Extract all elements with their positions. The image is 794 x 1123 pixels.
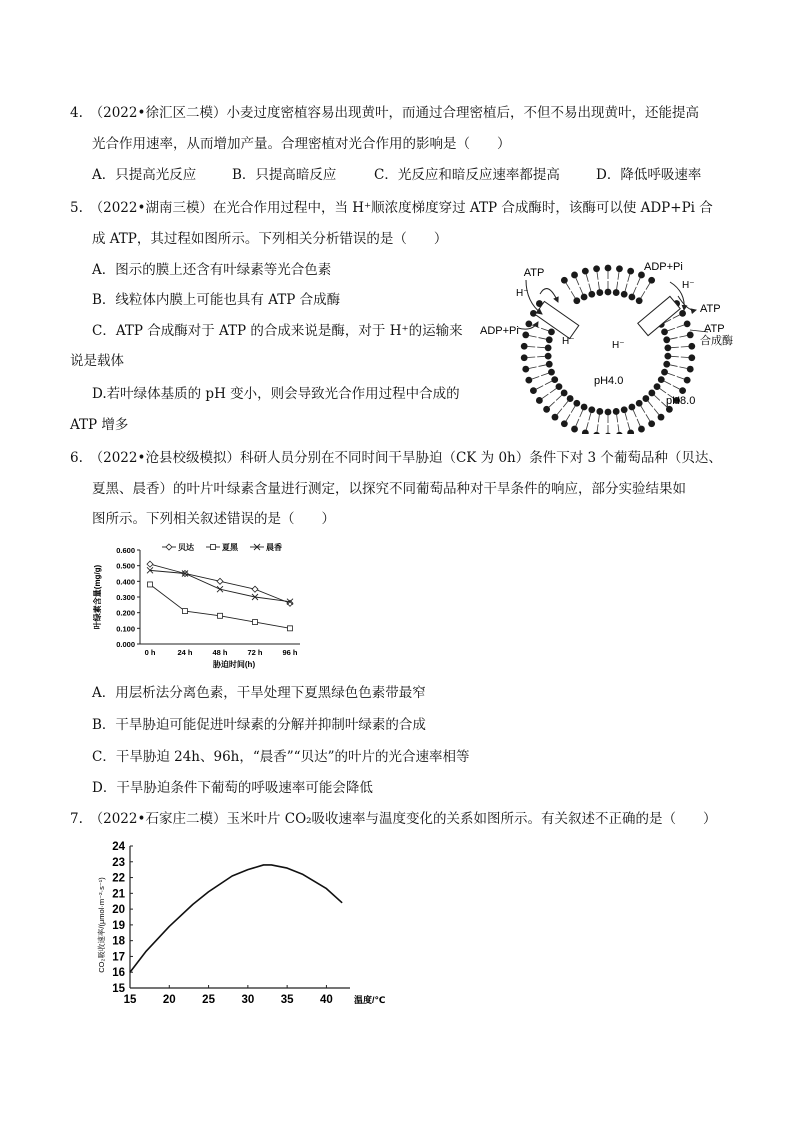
lipid-head-outer	[648, 420, 655, 427]
q4-option-a: A．只提高光反应	[92, 167, 197, 183]
q4-option-c: C．光反应和暗反应速率都提高	[374, 167, 560, 183]
q6-stem-line3: 图所示。下列相关叙述错误的是（ ）	[92, 511, 335, 527]
lipid-head-outer	[605, 265, 612, 272]
lipid-head-inner	[545, 353, 552, 360]
co2-uptake-chart	[90, 838, 390, 1016]
data-point	[147, 561, 153, 567]
lipid-head-outer	[525, 320, 532, 327]
series-line-2	[150, 570, 290, 601]
chlorophyll-chart	[88, 538, 314, 672]
lipid-tail-outer	[576, 278, 579, 285]
series-line-1	[150, 584, 290, 628]
q5-option-c-line2: 说是载体	[70, 353, 124, 369]
lipid-tail-outer	[532, 376, 540, 379]
lipid-tail-inner	[563, 401, 568, 407]
q6-option-b: B．干旱胁迫可能促进叶绿素的分解并抑制叶绿素的合成	[92, 717, 426, 733]
q6-stem-line1: 6. （2022•沧县校级模拟）科研人员分别在不同时间干旱胁迫（CK 为 0h）条件下对 3 个葡萄品种（贝达、	[70, 450, 722, 466]
lipid-tail-inner	[598, 282, 599, 290]
y-tick-label: 23	[112, 856, 125, 869]
lipid-head-inner	[546, 336, 553, 343]
lipid-head-inner	[658, 376, 665, 383]
lipid-head-outer	[687, 366, 694, 373]
lipid-tail-outer	[529, 367, 537, 369]
lipid-head-inner	[605, 289, 612, 296]
q6-option-c: C．干旱胁迫 24h、96h，“晨香”“贝达”的叶片的光合速率相等	[92, 749, 470, 765]
lipid-tail-outer	[637, 278, 640, 285]
lipid-head-outer	[679, 387, 686, 394]
lipid-tail-inner	[670, 338, 678, 340]
lipid-tail-inner	[641, 406, 645, 413]
lipid-head-inner	[596, 289, 603, 296]
data-point	[148, 582, 153, 587]
q4-stem-line2: 光合作用速率，从而增加产量。合理密植对光合作用的影响是（ ）	[92, 136, 511, 152]
label-adp-right: ADP+Pi	[644, 261, 683, 273]
lipid-head-outer	[684, 377, 691, 384]
lipid-head-outer	[582, 429, 589, 434]
lipid-tail-outer	[677, 376, 685, 379]
label-h-right: H⁻	[682, 280, 695, 291]
atp-synthase-right	[638, 282, 708, 336]
q5-option-a: A．图示的膜上还含有叶绿素等光合色素	[92, 262, 332, 278]
lipid-tail-inner	[580, 287, 583, 294]
lipid-tail-outer	[566, 283, 570, 290]
x-tick-label: 20	[162, 994, 176, 1006]
q6-option-d: D．干旱胁迫条件下葡萄的呼吸速率可能会降低	[92, 780, 373, 796]
lipid-head-inner	[636, 297, 643, 304]
lipid-tail-inner	[664, 381, 671, 385]
lipid-head-inner	[663, 361, 670, 368]
x-axis-label: 温度/℃	[354, 995, 386, 1005]
lipid-head-outer	[688, 354, 695, 361]
lipid-head-outer	[616, 265, 623, 272]
lipid-tail-outer	[637, 419, 640, 426]
lipid-tail-outer	[646, 283, 650, 290]
lipid-head-inner	[545, 345, 552, 352]
lipid-head-inner	[581, 294, 588, 301]
lipid-tail-outer	[628, 422, 630, 430]
lipid-head-outer	[525, 377, 532, 384]
lipid-tail-inner	[625, 284, 627, 292]
lipid-tail-inner	[545, 381, 552, 385]
lipid-tail-outer	[576, 419, 579, 426]
label-atp-enzyme: ATP	[704, 323, 725, 335]
q5-option-d-line2: ATP 增多	[70, 417, 129, 433]
lipid-head-inner	[588, 291, 595, 298]
y-tick-label: 17	[112, 951, 125, 964]
lipid-head-outer	[521, 343, 528, 350]
lipid-head-outer	[561, 277, 568, 284]
lipid-head-inner	[613, 408, 620, 415]
lipid-head-outer	[522, 332, 529, 339]
q5-option-d-line1: D.若叶绿体基质的 pH 变小，则会导致光合作用过程中合成的	[92, 386, 460, 402]
lipid-head-inner	[548, 329, 555, 336]
y-axis-label: CO₂吸收速率/(μmol·m⁻²·s⁻¹)	[97, 877, 106, 973]
lipid-tail-outer	[673, 386, 680, 390]
lipid-tail-inner	[625, 413, 627, 421]
lipid-tail-inner	[633, 287, 636, 294]
atp-synthase-figure	[478, 252, 748, 434]
data-point	[253, 620, 258, 625]
x-tick-label: 72 h	[247, 648, 263, 657]
x-tick-label: 40	[320, 994, 333, 1006]
x-tick-label: 96 h	[282, 648, 298, 657]
lipid-tail-inner	[667, 373, 675, 376]
data-point	[183, 609, 188, 614]
lipid-tail-outer	[681, 357, 689, 358]
lipid-tail-outer	[654, 409, 659, 415]
lipid-tail-inner	[589, 413, 591, 421]
lipid-head-outer	[679, 310, 686, 317]
lipid-head-outer	[688, 343, 695, 350]
label-ph-inside: pH4.0	[594, 375, 624, 387]
lipid-head-inner	[621, 406, 628, 413]
y-tick-label: 19	[112, 919, 125, 932]
legend-marker	[211, 545, 216, 550]
lipid-tail-inner	[667, 328, 675, 331]
lipid-bilayer	[521, 265, 695, 434]
lipid-head-inner	[661, 369, 668, 376]
lipid-head-inner	[573, 400, 580, 407]
label-h-inner-right: H⁻	[612, 340, 625, 351]
x-tick-label: 24 h	[177, 648, 193, 657]
x-tick-label: 35	[280, 994, 294, 1006]
lipid-head-inner	[654, 383, 661, 390]
lipid-head-inner	[551, 376, 558, 383]
lipid-tail-inner	[671, 356, 679, 357]
label-ph-outside: pH8.0	[666, 395, 696, 407]
lipid-tail-inner	[641, 291, 645, 298]
lipid-tail-inner	[571, 406, 575, 413]
lipid-head-inner	[636, 400, 643, 407]
lipid-head-inner	[573, 297, 580, 304]
lipid-head-inner	[621, 291, 628, 298]
lipid-head-inner	[661, 329, 668, 336]
lipid-tail-inner	[571, 291, 575, 298]
lipid-head-outer	[638, 426, 645, 433]
data-point	[217, 578, 223, 584]
y-tick-label: 20	[112, 904, 125, 917]
lipid-head-inner	[548, 369, 555, 376]
lipid-tail-inner	[670, 365, 678, 367]
label-atp-left: ATP	[523, 267, 545, 279]
lipid-tail-inner	[659, 388, 666, 393]
x-axis-label: 胁迫时间(h)	[212, 660, 256, 669]
lipid-head-inner	[664, 353, 671, 360]
lipid-tail-outer	[557, 409, 562, 415]
lipid-head-inner	[629, 404, 636, 411]
lipid-head-inner	[613, 289, 620, 296]
legend-label: 贝达	[178, 543, 194, 552]
lipid-tail-inner	[598, 414, 599, 422]
lipid-tail-inner	[556, 395, 562, 400]
y-tick-label: 22	[112, 872, 125, 885]
lipid-tail-outer	[628, 274, 630, 282]
q5-option-b: B．线粒体内膜上可能也具有 ATP 合成酶	[92, 292, 341, 308]
y-tick-label: 0.400	[116, 577, 135, 587]
data-point	[217, 586, 223, 592]
lipid-tail-outer	[677, 325, 685, 328]
lipid-tail-inner	[550, 388, 557, 393]
q4-stem-line1: 4. （2022•徐汇区二模）小麦过度密植容易出现黄叶，而通过合理密植后，不但不易出现黄叶，还能提高	[70, 105, 699, 121]
lipid-head-inner	[556, 383, 563, 390]
y-tick-label: 16	[112, 967, 125, 980]
lipid-head-outer	[571, 426, 578, 433]
lipid-head-outer	[648, 277, 655, 284]
lipid-head-inner	[596, 408, 603, 415]
lipid-head-outer	[593, 432, 600, 434]
lipid-head-outer	[627, 429, 634, 434]
y-tick-label: 18	[112, 935, 125, 948]
lipid-tail-inner	[541, 328, 549, 331]
label-adp-left: ADP+Pi	[480, 325, 519, 337]
lipid-head-outer	[536, 397, 543, 404]
lipid-tail-outer	[646, 414, 650, 421]
lipid-tail-outer	[549, 402, 555, 407]
y-tick-label: 0.600	[116, 546, 135, 555]
y-tick-label: 0.300	[116, 593, 135, 602]
lipid-tail-outer	[542, 394, 549, 399]
lipid-tail-outer	[597, 272, 598, 280]
lipid-tail-outer	[586, 422, 588, 430]
lipid-head-inner	[605, 409, 612, 416]
label-h-inner-left: H⁻	[562, 336, 575, 347]
lipid-tail-inner	[671, 347, 679, 348]
lipid-tail-inner	[617, 414, 618, 422]
y-tick-label: 0.100	[116, 624, 135, 634]
lipid-tail-inner	[617, 282, 618, 290]
label-atp-right: ATP	[700, 303, 721, 315]
lipid-tail-inner	[538, 338, 546, 340]
lipid-tail-inner	[541, 373, 549, 376]
lipid-tail-outer	[536, 386, 543, 390]
y-tick-label: 0.200	[116, 608, 135, 618]
q6-stem-line2: 夏黑、晨香）的叶片叶绿素含量进行测定，以探究不同葡萄品种对干旱条件的响应，部分实验结果如	[92, 481, 686, 497]
lipid-head-outer	[521, 354, 528, 361]
lipid-head-inner	[581, 404, 588, 411]
q5-stem-line1: 5. （2022•湖南三模）在光合作用过程中，当 H⁺顺浓度梯度穿过 ATP 合成酶时，该酶可以使 ADP+Pi 合	[70, 200, 713, 216]
lipid-head-outer	[530, 387, 537, 394]
lipid-tail-outer	[673, 315, 680, 319]
lipid-tail-outer	[586, 274, 588, 282]
x-tick-label: 48 h	[212, 648, 228, 657]
lipid-head-inner	[588, 406, 595, 413]
y-tick-label: 0.000	[116, 640, 135, 649]
lipid-tail-outer	[529, 336, 537, 338]
lipid-tail-outer	[527, 346, 535, 347]
lipid-tail-outer	[566, 414, 570, 421]
legend-marker	[166, 544, 172, 550]
label-h-left: H⁻	[516, 288, 529, 299]
q5-stem-line2: 成 ATP，其过程如图所示。下列相关分析错误的是（ ）	[92, 231, 448, 247]
lipid-tail-outer	[597, 424, 598, 432]
data-point	[218, 613, 223, 618]
x-tick-label: 30	[241, 994, 255, 1006]
lipid-head-outer	[561, 420, 568, 427]
legend-label: 晨香	[266, 543, 282, 552]
lipid-head-inner	[546, 361, 553, 368]
x-tick-label: 0 h	[144, 648, 156, 657]
lipid-tail-inner	[580, 410, 583, 417]
q5-option-c-line1: C．ATP 合成酶对于 ATP 的合成来说是酶，对于 H⁺的运输来	[92, 323, 463, 339]
lipid-head-inner	[629, 294, 636, 301]
label-enzyme-name: 合成酶	[700, 335, 733, 347]
lipid-tail-outer	[618, 424, 619, 432]
lipid-tail-outer	[679, 367, 687, 369]
q4-option-b: B．只提高暗反应	[232, 167, 337, 183]
lipid-tail-inner	[537, 347, 545, 348]
lipid-tail-outer	[618, 272, 619, 280]
y-tick-label: 15	[112, 983, 125, 995]
lipid-head-inner	[664, 345, 671, 352]
x-tick-label: 25	[202, 994, 215, 1006]
data-point	[288, 626, 293, 631]
y-tick-label: 21	[112, 888, 125, 901]
lipid-tail-inner	[633, 410, 636, 417]
lipid-tail-inner	[654, 395, 660, 400]
lipid-head-inner	[663, 336, 670, 343]
legend-label: 夏黑	[222, 543, 238, 552]
lipid-head-outer	[684, 320, 691, 327]
y-tick-label: 24	[112, 841, 125, 853]
y-axis-label: 叶绿素含量(mg/g)	[93, 564, 102, 630]
lipid-tail-inner	[537, 356, 545, 357]
lipid-head-outer	[616, 432, 623, 434]
q4-option-d: D．降低呼吸速率	[596, 167, 702, 183]
data-point	[252, 586, 258, 592]
q7-stem-line1: 7. （2022•石家庄二模）玉米叶片 CO₂吸收速率与温度变化的关系如图所示。有关叙述不正确的是（ ）	[70, 811, 717, 827]
lipid-tail-inner	[538, 365, 546, 367]
q6-option-a: A．用层析法分离色素，干旱处理下夏黑绿色色素带最窄	[92, 685, 426, 701]
lipid-tail-inner	[589, 284, 591, 292]
lipid-head-outer	[582, 268, 589, 275]
lipid-tail-outer	[681, 346, 689, 347]
lipid-head-outer	[522, 366, 529, 373]
lipid-head-outer	[687, 332, 694, 339]
y-tick-label: 0.500	[116, 561, 135, 571]
lipid-tail-inner	[648, 401, 653, 407]
co2-uptake-curve	[130, 865, 342, 972]
x-tick-label: 15	[123, 994, 137, 1006]
lipid-head-outer	[571, 272, 578, 279]
lipid-head-outer	[593, 265, 600, 272]
lipid-head-outer	[627, 268, 634, 275]
lipid-tail-outer	[527, 357, 535, 358]
lipid-tail-outer	[679, 336, 687, 338]
